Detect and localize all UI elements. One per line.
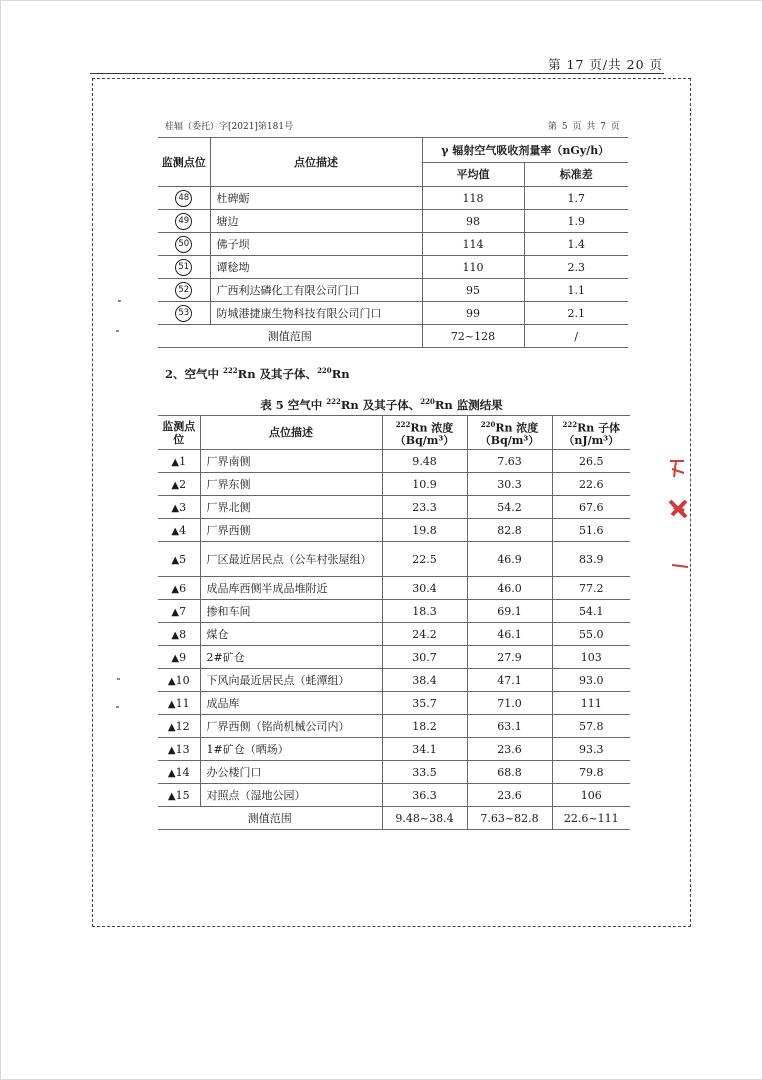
range-progeny: 22.6~111 [552,807,630,830]
point-id: ▲8 [158,623,200,646]
table-row [158,577,630,600]
rn220-value: 46.0 [467,577,552,600]
progeny-value: 111 [552,692,630,715]
progeny-value: 51.6 [552,519,630,542]
mean-value: 99 [422,302,524,325]
table-caption: 表 5 空气中 $^{222}$Rn 及其子体、$^{220}$Rn 监测结果 [260,397,503,412]
header-rn220: $^{220}$Rn 浓度 （Bq/m³） [467,416,552,450]
header-point: 监测点位 [158,416,200,450]
rn222-value: 10.9 [382,473,467,496]
range-mean: 72~128 [422,325,524,348]
rn220-value: 63.1 [467,715,552,738]
rn222-value: 34.1 [382,738,467,761]
table-row [158,519,630,542]
table-row [158,542,630,577]
table-row [158,715,630,738]
point-desc: 厂界东侧 [200,473,382,496]
point-id: ▲1 [158,450,200,473]
point-desc: 2#矿仓 [200,646,382,669]
scan-speck [118,300,121,302]
table-row [158,279,628,302]
range-label: 测值范围 [158,807,382,830]
rn220-value: 23.6 [467,784,552,807]
rn222-value: 23.3 [382,496,467,519]
mean-value: 95 [422,279,524,302]
point-id: ▲5 [158,542,200,577]
mean-value: 98 [422,210,524,233]
point-id: ▲4 [158,519,200,542]
progeny-value: 22.6 [552,473,630,496]
rn222-value: 35.7 [382,692,467,715]
point-desc: 1#矿仓（晒场） [200,738,382,761]
table-row [158,646,630,669]
outer-page-number: 第 17 页/共 20 页 [548,57,663,72]
progeny-value: 93.3 [552,738,630,761]
std-value: 2.1 [524,302,628,325]
point-desc: 下风向最近居民点（蚝潭组） [200,669,382,692]
rn222-value: 36.3 [382,784,467,807]
point-id: ▲10 [158,669,200,692]
rn220-value: 71.0 [467,692,552,715]
point-id: ▲6 [158,577,200,600]
rn220-value: 30.3 [467,473,552,496]
point-id: ▲15 [158,784,200,807]
table-row [158,473,630,496]
rn222-value: 18.3 [382,600,467,623]
rn220-value: 82.8 [467,519,552,542]
point-desc: 厂界西侧 [200,519,382,542]
scan-speck [116,330,119,332]
progeny-value: 79.8 [552,761,630,784]
std-value: 2.3 [524,256,628,279]
point-desc: 厂界西侧（铭尚机械公司内） [200,715,382,738]
point-id: ▲7 [158,600,200,623]
section-heading: 2、空气中 $^{222}$Rn 及其子体、$^{220}$Rn [165,366,350,381]
gamma-table-body [158,187,628,325]
std-value: 1.7 [524,187,628,210]
point-desc: 塘边 [210,210,422,233]
header-mean: 平均值 [422,162,524,187]
table-row [158,784,630,807]
header-desc: 点位描述 [210,138,422,187]
table-row [158,496,630,519]
point-desc: 厂区最近居民点（公车村张屋组） [200,542,382,577]
rn222-value: 38.4 [382,669,467,692]
point-desc: 防城港捷康生物科技有限公司门口 [210,302,422,325]
rn222-value: 22.5 [382,542,467,577]
progeny-value: 106 [552,784,630,807]
point-id: 53 [158,302,210,325]
table-row [158,256,628,279]
rn222-value: 33.5 [382,761,467,784]
range-rn222: 9.48~38.4 [382,807,467,830]
inner-report-number: 桂辐（委托）字[2021]第181号 [165,122,294,132]
table-row [158,233,628,256]
point-desc: 成品库西侧半成品堆附近 [200,577,382,600]
table-row [158,210,628,233]
point-desc: 对照点（湿地公园） [200,784,382,807]
scan-speck [116,706,119,708]
table-row [158,692,630,715]
header-std: 标准差 [524,162,628,187]
progeny-value: 54.1 [552,600,630,623]
point-id: 49 [158,210,210,233]
table-row [158,600,630,623]
point-id: ▲3 [158,496,200,519]
table-row [158,450,630,473]
radon-table-body [158,450,630,807]
progeny-value: 55.0 [552,623,630,646]
rn222-value: 18.2 [382,715,467,738]
mean-value: 118 [422,187,524,210]
point-desc: 杜碑蛎 [210,187,422,210]
mean-value: 114 [422,233,524,256]
progeny-value: 103 [552,646,630,669]
point-desc: 厂界南侧 [200,450,382,473]
header-desc: 点位描述 [200,416,382,450]
point-id: ▲9 [158,646,200,669]
point-desc: 广西利达磷化工有限公司门口 [210,279,422,302]
rn220-value: 54.2 [467,496,552,519]
rn222-value: 30.4 [382,577,467,600]
header-progeny: $^{222}$Rn 子体 （nJ/m³） [552,416,630,450]
rn220-value: 46.1 [467,623,552,646]
progeny-value: 93.0 [552,669,630,692]
scan-speck [117,678,120,680]
rn220-value: 69.1 [467,600,552,623]
point-id: 51 [158,256,210,279]
point-id: 48 [158,187,210,210]
rn222-value: 24.2 [382,623,467,646]
rn220-value: 27.9 [467,646,552,669]
point-desc: 煤仓 [200,623,382,646]
rn220-value: 7.63 [467,450,552,473]
table-row [158,738,630,761]
rn220-value: 46.9 [467,542,552,577]
header-gamma-group: γ 辐射空气吸收剂量率（nGy/h） [422,138,628,163]
header-point: 监测点位 [158,138,210,187]
point-desc: 成品库 [200,692,382,715]
progeny-value: 57.8 [552,715,630,738]
range-std: / [524,325,628,348]
rn222-value: 19.8 [382,519,467,542]
range-rn220: 7.63~82.8 [467,807,552,830]
point-desc: 厂界北侧 [200,496,382,519]
table-row [158,302,628,325]
radon-table [158,415,630,830]
table-row [158,623,630,646]
std-value: 1.4 [524,233,628,256]
progeny-value: 83.9 [552,542,630,577]
header-rn222: $^{222}$Rn 浓度 （Bq/m³） [382,416,467,450]
point-id: ▲12 [158,715,200,738]
table-row [158,187,628,210]
point-desc: 佛子坝 [210,233,422,256]
point-id: ▲2 [158,473,200,496]
header-rule [90,73,664,74]
table-row [158,761,630,784]
point-id: ▲14 [158,761,200,784]
range-label: 测值范围 [158,325,422,348]
rn220-value: 23.6 [467,738,552,761]
point-desc: 谭稔坳 [210,256,422,279]
table-row [158,669,630,692]
red-stamp-mark [664,455,694,575]
point-id: ▲13 [158,738,200,761]
progeny-value: 26.5 [552,450,630,473]
rn222-value: 30.7 [382,646,467,669]
mean-value: 110 [422,256,524,279]
inner-page-number: 第 5 页 共 7 页 [548,122,621,132]
std-value: 1.1 [524,279,628,302]
rn220-value: 47.1 [467,669,552,692]
point-desc: 掺和车间 [200,600,382,623]
point-id: 52 [158,279,210,302]
progeny-value: 77.2 [552,577,630,600]
progeny-value: 67.6 [552,496,630,519]
point-desc: 办公楼门口 [200,761,382,784]
rn222-value: 9.48 [382,450,467,473]
std-value: 1.9 [524,210,628,233]
rn220-value: 68.8 [467,761,552,784]
point-id: 50 [158,233,210,256]
point-id: ▲11 [158,692,200,715]
gamma-dose-table [158,137,628,348]
